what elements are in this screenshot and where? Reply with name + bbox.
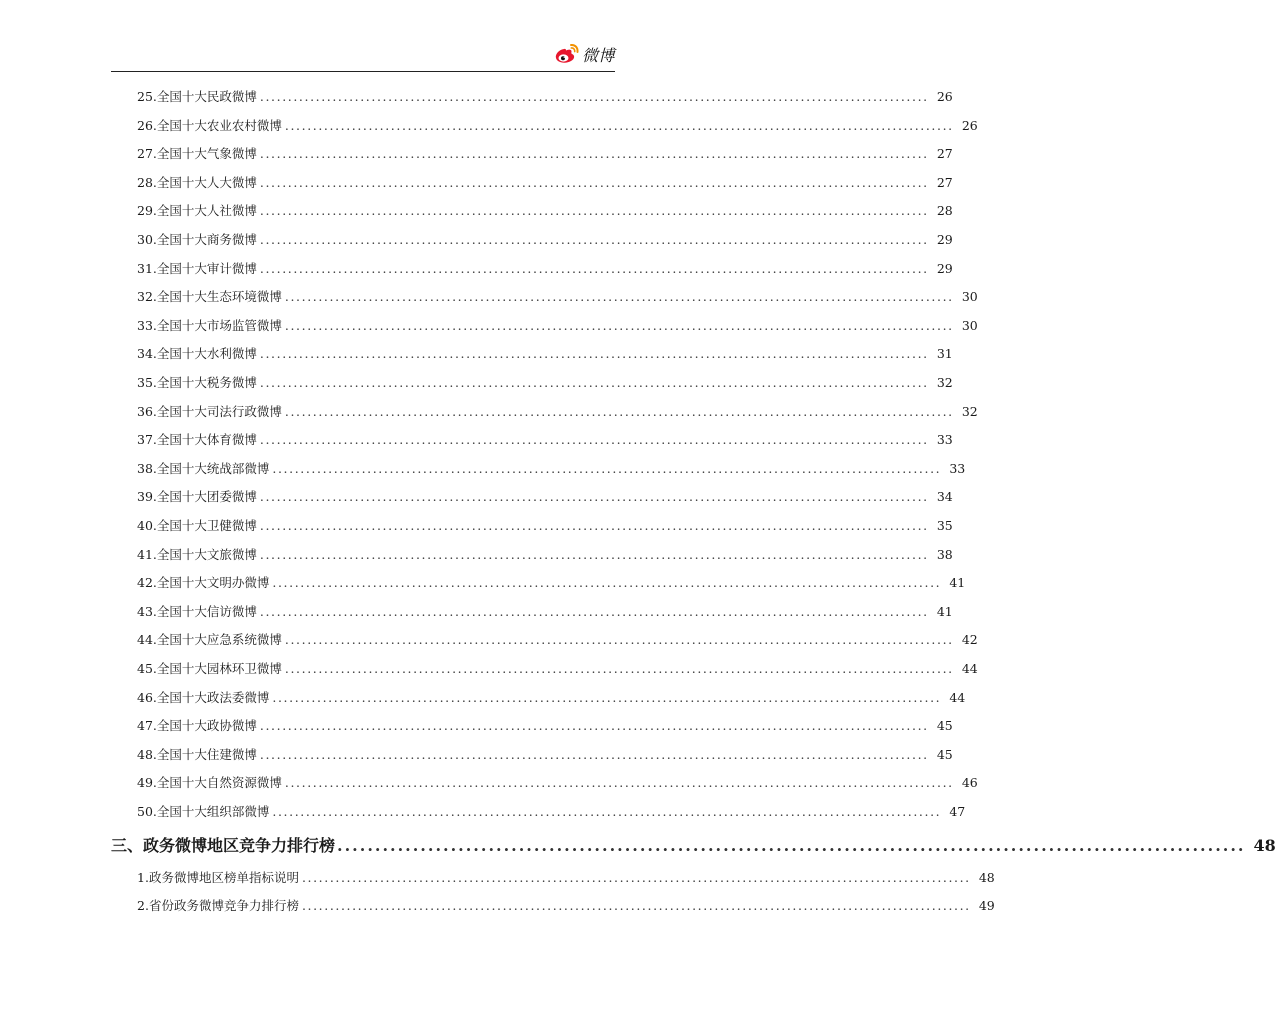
toc-page-number: 34: [936, 489, 953, 505]
toc-number: 42.: [137, 575, 157, 591]
toc-number: 32.: [137, 289, 157, 305]
dot-leader: ........................................................................................................................: [259, 260, 929, 276]
toc-number: 41.: [137, 546, 157, 562]
toc-number: 47.: [137, 718, 157, 734]
toc-entry[interactable]: [137, 626, 978, 655]
toc-title: 政务微博地区竞争力排行榜: [143, 835, 336, 855]
dot-leader: ........................................................................................................................: [272, 460, 942, 476]
toc-title: 全国十大体育微博: [156, 432, 257, 448]
toc-entry[interactable]: [137, 426, 953, 455]
toc-number: 40.: [137, 518, 157, 533]
toc-number: 29.: [137, 203, 157, 219]
toc-number: 37.: [137, 432, 157, 448]
toc-number: 49.: [137, 775, 157, 791]
dot-leader: ........................................................................................................................: [259, 89, 929, 104]
toc-number: 27.: [137, 146, 157, 162]
dot-leader: ........................................................................................................................: [284, 403, 954, 419]
toc-title: 全国十大市场监管微博: [156, 317, 282, 333]
dot-leader: ........................................................................................................................: [259, 346, 929, 362]
dot-leader: ........................................................................................................................: [284, 289, 954, 305]
dot-leader: ........................................................................................................................: [259, 432, 929, 448]
toc-page-number: 46: [961, 775, 978, 791]
toc-entry[interactable]: [137, 340, 953, 369]
dot-leader: ........................................................................................................................: [284, 632, 954, 648]
toc-page-number: 41: [936, 603, 953, 619]
toc-title: 全国十大自然资源微博: [156, 775, 282, 791]
toc-number: 39.: [137, 489, 157, 505]
toc-entry[interactable]: [137, 312, 978, 341]
toc-title: 全国十大应急系统微博: [156, 632, 282, 648]
toc-page-number: 26: [936, 89, 953, 104]
toc-title: 全国十大税务微博: [156, 375, 257, 390]
toc-entry[interactable]: [137, 892, 995, 921]
toc-number: 48.: [137, 746, 157, 762]
dot-leader: ........................................................................................................................: [259, 203, 929, 219]
dot-leader: ........................................................................................................................: [259, 603, 929, 619]
page-header: [111, 40, 615, 72]
logo-text: 微博: [581, 45, 615, 65]
toc-title: 全国十大人大微博: [156, 174, 257, 190]
dot-leader: ........................................................................................................................: [259, 746, 929, 762]
toc-number: 26.: [137, 117, 157, 133]
toc-page-number: 44: [949, 689, 966, 705]
toc-number: 28.: [137, 174, 157, 190]
toc-entry[interactable]: [137, 483, 953, 512]
toc-title: 省份政务微博竞争力排行榜: [148, 898, 299, 914]
toc-title: 全国十大园林环卫微博: [156, 661, 282, 676]
toc-number: 2.: [137, 898, 149, 914]
dot-leader: ........................................................................................................................: [284, 317, 954, 333]
toc-number: 38.: [137, 460, 157, 476]
toc-page-number: 33: [936, 432, 953, 448]
dot-leader: ........................................................................................................................: [259, 174, 929, 190]
toc-page-number: 30: [961, 289, 978, 305]
toc-entry[interactable]: [137, 741, 953, 770]
toc-number: 33.: [137, 317, 157, 333]
toc-page-number: 27: [936, 146, 953, 162]
toc-page-number: 47: [949, 804, 966, 819]
dot-leader: ........................................................................................................................: [337, 835, 1246, 855]
toc-page-number: 27: [936, 174, 953, 190]
toc-number: 34.: [137, 346, 157, 362]
dot-leader: ........................................................................................................................: [259, 546, 929, 562]
dot-leader: ........................................................................................................................: [259, 232, 929, 247]
toc-page-number: 48: [1253, 835, 1276, 855]
toc-title: 全国十大组织部微博: [156, 804, 270, 819]
toc-title: 政务微博地区榜单指标说明: [148, 869, 299, 885]
toc-entry[interactable]: [137, 169, 953, 198]
toc-page-number: 30: [961, 317, 978, 333]
toc-title: 全国十大住建微博: [156, 746, 257, 762]
toc-title: 全国十大生态环境微博: [156, 289, 282, 305]
toc-chapter[interactable]: [111, 830, 1276, 862]
toc-entry[interactable]: [137, 598, 953, 627]
toc-page-number: 29: [936, 260, 953, 276]
toc-page-number: 32: [936, 375, 953, 390]
toc-entry[interactable]: [137, 655, 978, 684]
dot-leader: ........................................................................................................................: [259, 489, 929, 505]
toc-number: 36.: [137, 403, 157, 419]
toc-number: 50.: [137, 804, 157, 819]
toc-entry[interactable]: [137, 798, 966, 827]
toc-title: 全国十大政协微博: [156, 718, 257, 734]
toc-title: 全国十大农业农村微博: [156, 117, 282, 133]
dot-leader: ........................................................................................................................: [259, 718, 929, 734]
toc-page-number: 28: [936, 203, 953, 219]
toc-page-number: 32: [961, 403, 978, 419]
toc-title: 全国十大文明办微博: [156, 575, 270, 591]
toc-entry[interactable]: [137, 569, 966, 598]
toc-entry[interactable]: [137, 512, 953, 541]
toc-page-number: 29: [936, 232, 953, 247]
toc-number: 1.: [137, 869, 149, 885]
toc-title: 全国十大气象微博: [156, 146, 257, 162]
toc-number: 44.: [137, 632, 157, 648]
dot-leader: ........................................................................................................................: [259, 518, 929, 533]
toc-title: 全国十大政法委微博: [156, 689, 270, 705]
dot-leader: ........................................................................................................................: [259, 375, 929, 390]
toc-entry[interactable]: [137, 140, 953, 169]
toc-page-number: 33: [949, 460, 966, 476]
toc-title: 全国十大文旅微博: [156, 546, 257, 562]
dot-leader: ........................................................................................................................: [301, 898, 971, 914]
toc-entry[interactable]: [137, 541, 953, 570]
toc-number: 46.: [137, 689, 157, 705]
toc-entry[interactable]: [137, 83, 953, 112]
weibo-logo-icon: [554, 42, 580, 66]
toc-entry[interactable]: [137, 455, 966, 484]
dot-leader: ........................................................................................................................: [284, 775, 954, 791]
toc-page-number: 45: [936, 746, 953, 762]
toc-page-number: 35: [936, 518, 953, 533]
header-divider: [111, 71, 615, 72]
toc-number: 31.: [137, 260, 157, 276]
toc-page-number: 38: [936, 546, 953, 562]
toc-entry[interactable]: [137, 398, 978, 427]
toc-page-number: 42: [961, 632, 978, 648]
toc-page-number: 31: [936, 346, 953, 362]
toc-number: 43.: [137, 603, 157, 619]
toc-entry[interactable]: [137, 769, 978, 798]
toc-title: 全国十大卫健微博: [156, 518, 257, 533]
dot-leader: ........................................................................................................................: [284, 117, 954, 133]
toc-entry[interactable]: [137, 112, 978, 141]
toc-entry[interactable]: [137, 684, 966, 713]
toc-title: 全国十大司法行政微博: [156, 403, 282, 419]
toc-number: 35.: [137, 375, 157, 390]
toc-number: 三、: [111, 835, 144, 855]
toc-title: 全国十大商务微博: [156, 232, 257, 247]
toc-entry[interactable]: [137, 864, 995, 893]
toc-entry[interactable]: [137, 283, 978, 312]
toc-page-number: 44: [961, 661, 978, 676]
toc-title: 全国十大民政微博: [156, 89, 257, 104]
toc-page-number: 26: [961, 117, 978, 133]
toc-title: 全国十大团委微博: [156, 489, 257, 505]
toc-number: 30.: [137, 232, 157, 247]
dot-leader: ........................................................................................................................: [272, 575, 942, 591]
dot-leader: ........................................................................................................................: [259, 146, 929, 162]
toc-page-number: 48: [978, 869, 995, 885]
toc-entry[interactable]: [137, 255, 953, 284]
toc-title: 全国十大统战部微博: [156, 460, 270, 476]
toc-number: 45.: [137, 661, 157, 676]
toc-entry[interactable]: [137, 197, 953, 226]
toc-title: 全国十大信访微博: [156, 603, 257, 619]
dot-leader: ........................................................................................................................: [272, 689, 942, 705]
toc-title: 全国十大人社微博: [156, 203, 257, 219]
toc-title: 全国十大水利微博: [156, 346, 257, 362]
toc-page-number: 41: [949, 575, 966, 591]
weibo-logo: [554, 42, 615, 66]
toc-number: 25.: [137, 89, 157, 104]
toc-page-number: 45: [936, 718, 953, 734]
toc-entry[interactable]: [137, 369, 953, 398]
toc-page-number: 49: [978, 898, 995, 914]
dot-leader: ........................................................................................................................: [301, 869, 971, 885]
toc-entry[interactable]: [137, 712, 953, 741]
dot-leader: ........................................................................................................................: [284, 661, 954, 676]
dot-leader: ........................................................................................................................: [272, 804, 942, 819]
toc-entry[interactable]: [137, 226, 953, 255]
toc-title: 全国十大审计微博: [156, 260, 257, 276]
